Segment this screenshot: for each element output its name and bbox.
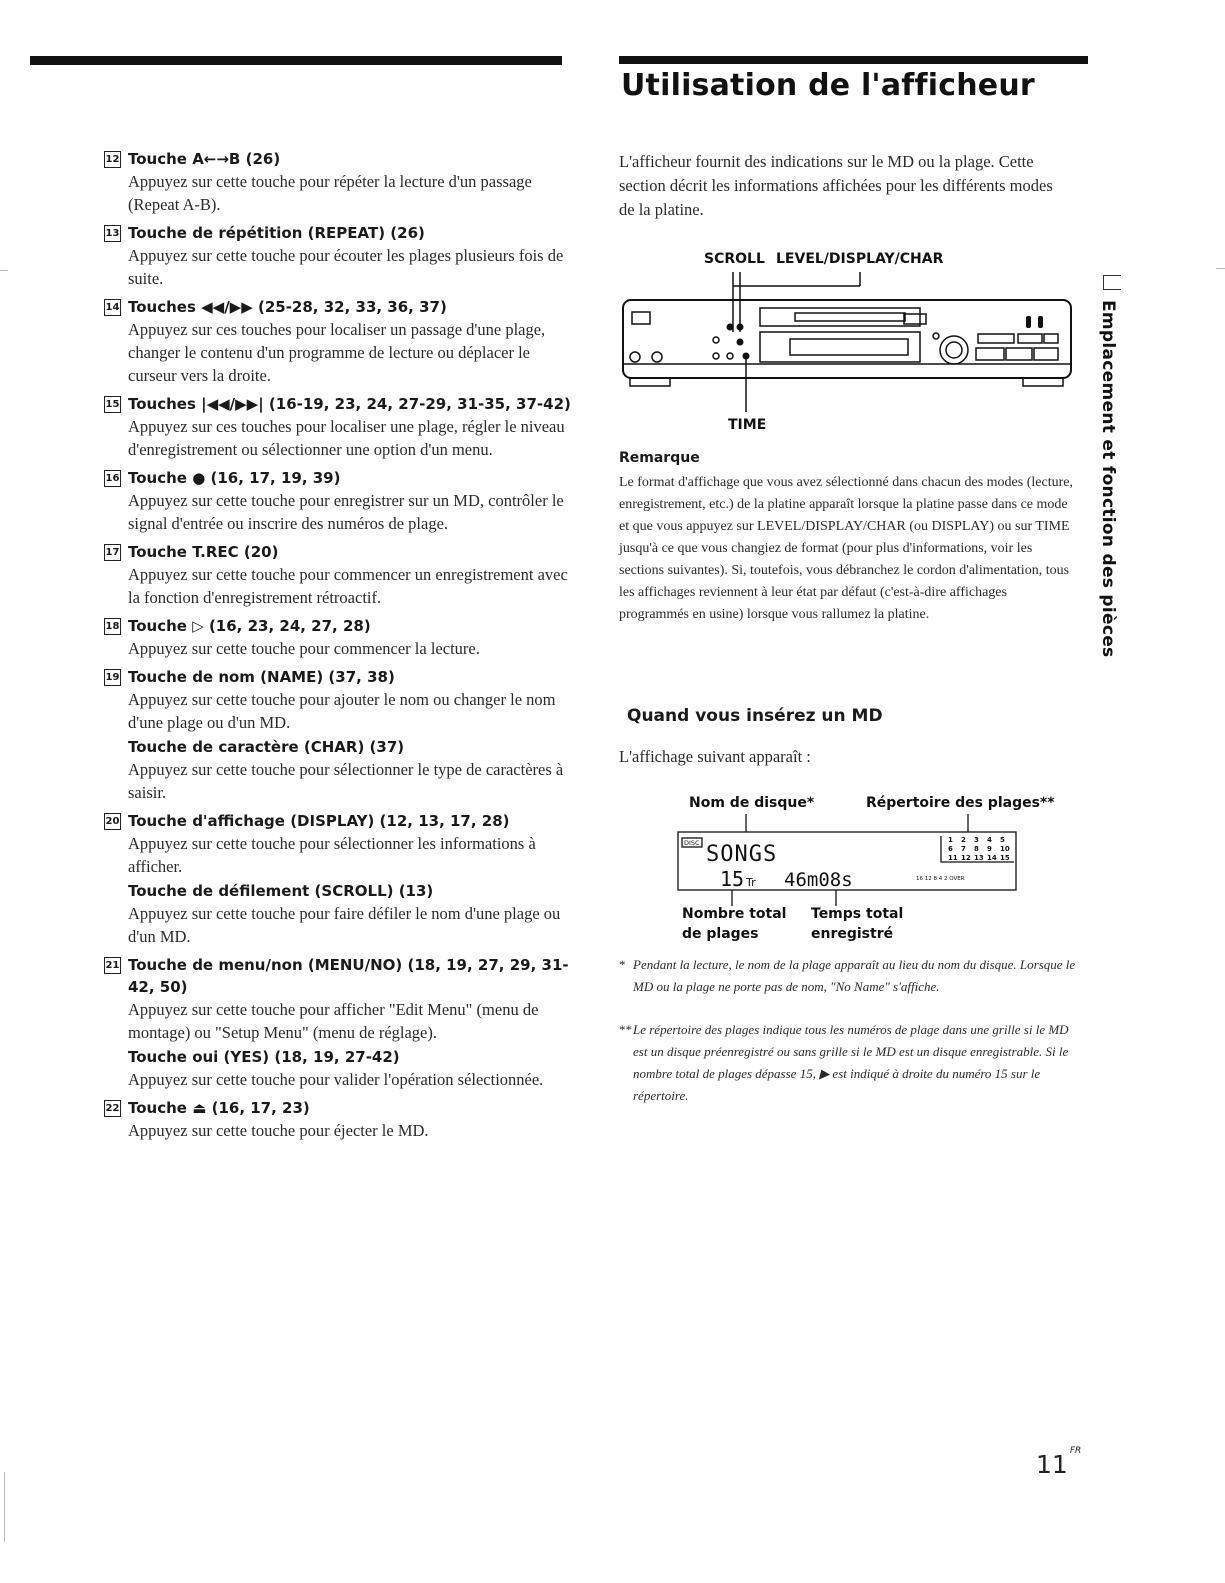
footnote-double-star xyxy=(619,1019,1077,1107)
item-subbody: Appuyez sur cette touche pour valider l'opération sélectionnée. xyxy=(128,1070,544,1089)
list-item xyxy=(104,810,574,948)
item-body: Appuyez sur cette touche pour enregistrer sur un MD, contrôler le signal d'entrée ou inscrire des numéros de plage. xyxy=(128,491,564,533)
total-tracks-label-line2: de plages xyxy=(682,926,759,942)
page-number-value: 11 xyxy=(1036,1450,1068,1479)
item-number: 19 xyxy=(104,669,121,686)
item-subbody: Appuyez sur cette touche pour sélectionner le type de caractères à saisir. xyxy=(128,760,564,802)
track-directory-number: 1 xyxy=(948,836,953,844)
item-number: 13 xyxy=(104,225,121,242)
track-directory-number: 13 xyxy=(974,854,984,862)
track-directory-number: 9 xyxy=(987,845,992,853)
item-body: Appuyez sur cette touche pour ajouter le nom ou changer le nom d'une plage ou d'un MD. xyxy=(128,690,556,732)
footnote-single-star xyxy=(619,954,1077,998)
footnote-text: Le répertoire des plages indique tous les numéros de plage dans une grille si le MD est un disque préenregistré ou sans grille si le MD est un disque enregistrable. Si le nombre total de plages dépasse 15, ▶ est indiqué à droite du numéro 15 sur le répertoire. xyxy=(633,1022,1069,1103)
button-description-list xyxy=(104,148,574,1148)
page-title: Utilisation de l'afficheur xyxy=(621,68,1035,103)
list-item xyxy=(104,467,574,535)
list-item xyxy=(104,615,574,660)
track-directory-number: 11 xyxy=(948,854,958,862)
track-directory-number: 15 xyxy=(1000,854,1010,862)
top-rule-right xyxy=(619,56,1088,64)
item-number: 12 xyxy=(104,151,121,168)
list-item xyxy=(104,393,574,461)
item-body: Appuyez sur cette touche pour commencer un enregistrement avec la fonction d'enregistrement rétroactif. xyxy=(128,565,568,607)
level-display-char-label: LEVEL/DISPLAY/CHAR xyxy=(776,251,944,267)
item-number: 21 xyxy=(104,957,121,974)
footnote-mark: ** xyxy=(619,1022,632,1037)
scroll-label: SCROLL xyxy=(704,251,765,267)
section-intro: L'affichage suivant apparaît : xyxy=(619,747,811,766)
footnote-text: Pendant la lecture, le nom de la plage apparaît au lieu du nom du disque. Lorsque le MD ou la plage ne porte pas de nom, "No Name" s'affiche. xyxy=(633,957,1076,994)
track-directory-label: Répertoire des plages** xyxy=(866,795,1055,811)
section-title: Quand vous insérez un MD xyxy=(627,706,883,726)
item-number: 15 xyxy=(104,396,121,413)
list-item xyxy=(104,1097,574,1142)
item-body: Appuyez sur cette touche pour commencer la lecture. xyxy=(128,639,480,658)
item-body: Appuyez sur cette touche pour sélectionner les informations à afficher. xyxy=(128,834,536,876)
item-heading: Touches ◀◀/▶▶ (25-28, 32, 33, 36, 37) xyxy=(128,298,447,316)
track-directory-number: 3 xyxy=(974,836,979,844)
item-body: Appuyez sur ces touches pour localiser un passage d'une plage, changer le contenu d'un programme de lecture ou déplacer le curseur vers la droite. xyxy=(128,320,546,385)
item-body: Appuyez sur cette touche pour répéter la lecture d'un passage (Repeat A-B). xyxy=(128,172,532,214)
item-number: 17 xyxy=(104,544,121,561)
item-subheading: Touche de défilement (SCROLL) (13) xyxy=(128,882,434,900)
item-body: Appuyez sur ces touches pour localiser une plage, régler le niveau d'enregistrement ou sélectionner une option d'un menu. xyxy=(128,417,565,459)
page-number-suffix: FR xyxy=(1069,1446,1082,1456)
total-time-label-line2: enregistré xyxy=(811,926,894,942)
remark-title: Remarque xyxy=(619,450,700,466)
item-heading: Touche T.REC (20) xyxy=(128,543,279,561)
track-directory-number: 14 xyxy=(987,854,997,862)
item-number: 14 xyxy=(104,299,121,316)
item-subheading: Touche de caractère (CHAR) (37) xyxy=(128,738,405,756)
list-item xyxy=(104,666,574,804)
track-directory-number: 6 xyxy=(948,845,953,853)
item-number: 18 xyxy=(104,618,121,635)
item-number: 22 xyxy=(104,1100,121,1117)
list-item xyxy=(104,148,574,216)
item-heading: Touches |◀◀/▶▶| (16-19, 23, 24, 27-29, 31-35, 37-42) xyxy=(128,395,571,413)
item-subheading: Touche oui (YES) (18, 19, 27-42) xyxy=(128,1048,400,1066)
intro-paragraph: L'afficheur fournit des indications sur le MD ou la plage. Cette section décrit les informations affichées pour les différents modes de la platine. xyxy=(619,152,1053,219)
scan-tick-right xyxy=(1216,268,1225,269)
page-number xyxy=(1036,1446,1082,1479)
track-directory-number: 2 xyxy=(961,836,966,844)
item-body: Appuyez sur cette touche pour écouter les plages plusieurs fois de suite. xyxy=(128,246,564,288)
total-time-label-line1: Temps total xyxy=(811,906,904,922)
list-item xyxy=(104,222,574,290)
md-display-illustration xyxy=(676,814,1022,906)
md-deck-illustration xyxy=(618,272,1078,412)
item-heading: Touche A←→B (26) xyxy=(128,150,281,168)
item-heading: Touche d'affichage (DISPLAY) (12, 13, 17, 28) xyxy=(128,812,510,830)
item-body: Appuyez sur cette touche pour éjecter le MD. xyxy=(128,1121,429,1140)
track-directory-number: 7 xyxy=(961,845,966,853)
item-heading: Touche de répétition (REPEAT) (26) xyxy=(128,224,425,242)
track-directory-number: 4 xyxy=(987,836,992,844)
list-item xyxy=(104,954,574,1091)
item-body: Appuyez sur cette touche pour afficher "Edit Menu" (menu de montage) ou "Setup Menu" (menu de réglage). xyxy=(128,1000,539,1042)
disc-name-value: SONGS xyxy=(706,842,778,867)
track-directory-number: 5 xyxy=(1000,836,1005,844)
track-count-value: 15 xyxy=(720,867,745,891)
scan-tick-left xyxy=(0,270,8,271)
item-heading: Touche ⏏ (16, 17, 23) xyxy=(128,1099,310,1117)
scan-edge-left xyxy=(4,1472,5,1542)
section-tab-marker xyxy=(1103,275,1121,290)
track-directory-grid xyxy=(948,836,1010,862)
remark-body: Le format d'affichage que vous avez sélectionné dans chacun des modes (lecture, enregistrement, etc.) de la platine apparaît lorsque la platine passe dans ce mode et que vous appuyez sur LEVEL/DISPLAY/CHAR (ou DISPLAY) ou sur TIME jusqu'à ce que vous changiez de format (pour plus d'informations, voir les sections suivantes). Si, toutefois, vous débranchez le cordon d'alimentation, tous les affichages reviennent à leur état par défaut (c'est-à-dire affichages programmés en usine) lorsque vous rallumez la platine. xyxy=(619,475,1073,622)
item-heading: Touche de nom (NAME) (37, 38) xyxy=(128,668,395,686)
item-subbody: Appuyez sur cette touche pour faire défiler le nom d'une plage ou d'un MD. xyxy=(128,904,561,946)
top-rule-left xyxy=(30,56,562,65)
track-directory-number: 10 xyxy=(1000,845,1010,853)
disc-name-label: Nom de disque* xyxy=(689,795,815,811)
track-count-unit: Tr xyxy=(746,876,756,889)
item-heading: Touche ● (16, 17, 19, 39) xyxy=(128,469,341,487)
list-item xyxy=(104,296,574,387)
footnote-mark: * xyxy=(619,957,626,972)
disc-badge: DISC xyxy=(684,839,700,847)
list-item xyxy=(104,541,574,609)
time-label: TIME xyxy=(728,417,767,433)
item-number: 16 xyxy=(104,470,121,487)
item-heading: Touche de menu/non (MENU/NO) (18, 19, 27, 29, 31-42, 50) xyxy=(128,956,569,996)
item-number: 20 xyxy=(104,813,121,830)
side-section-label: Emplacement et fonction des pièces xyxy=(1098,300,1118,658)
level-marks: 16 12 8 4 2 OVER xyxy=(916,876,965,882)
track-directory-number: 8 xyxy=(974,845,979,853)
track-directory-number: 12 xyxy=(961,854,971,862)
total-time-value: 46m08s xyxy=(784,869,853,891)
total-tracks-label-line1: Nombre total xyxy=(682,906,787,922)
item-heading: Touche ▷ (16, 23, 24, 27, 28) xyxy=(128,617,371,635)
